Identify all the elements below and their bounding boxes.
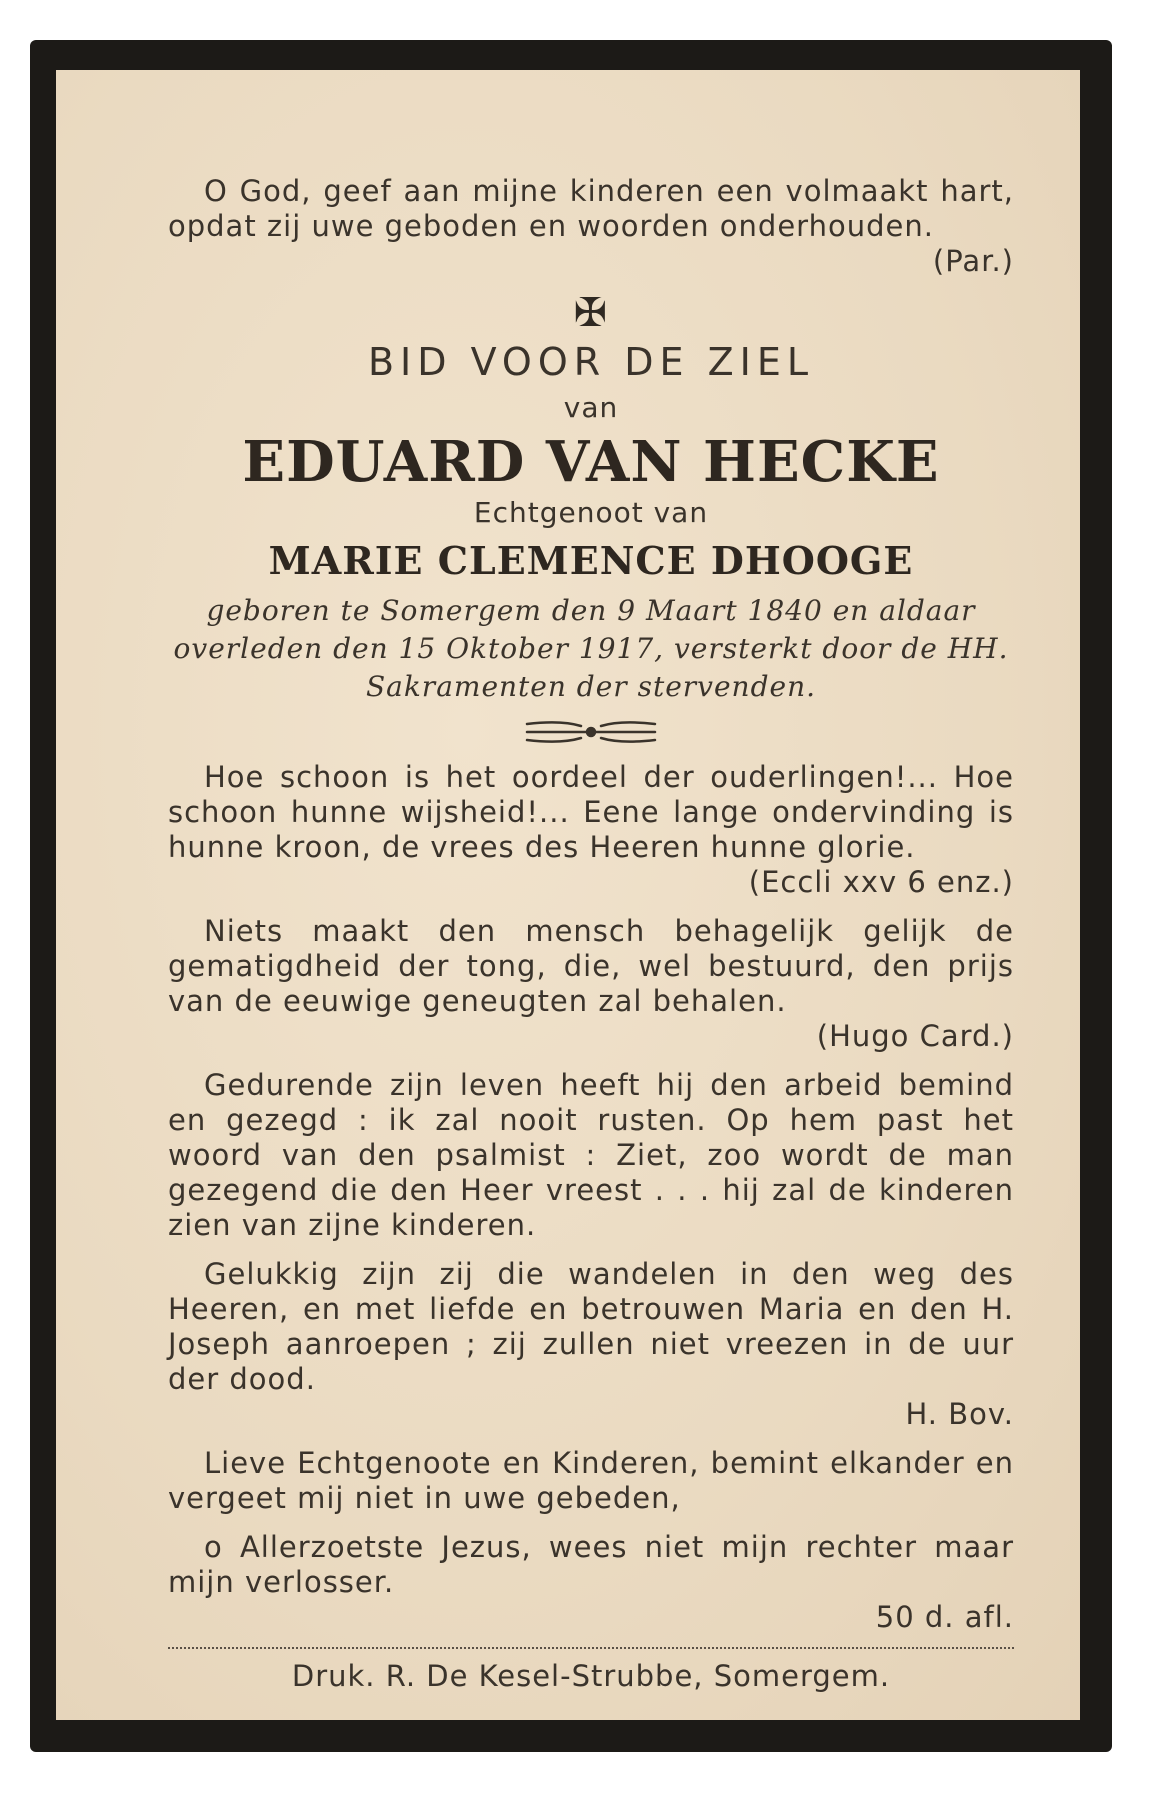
paragraph-1-source: (Eccli xxv 6 enz.): [748, 865, 1014, 899]
indulgence-label: 50 d. afl.: [875, 1600, 1014, 1634]
paragraph-1-text: Hoe schoon is het oordeel der ouderlingen!... Hoe schoon hunne wijsheid!... Eene lange ondervinding is hunne kroon, de vrees des Heeren hunne glorie.: [168, 760, 1014, 864]
paragraph-3: [168, 1068, 1014, 1243]
paragraph-2-source: (Hugo Card.): [816, 1019, 1014, 1053]
opening-prayer: [168, 174, 1014, 279]
relation-label: Echtgenoot van: [473, 496, 709, 529]
paragraph-3-text: Gedurende zijn leven heeft hij den arbeid bemind en gezegd : ik zal nooit rusten. Op hem past het woord van den psalmist : Ziet, zoo wordt de man gezegend die den Heer vreest . . . hij zal de kinderen zien van zijne kinderen.: [168, 1068, 1014, 1242]
paragraph-5-text: Lieve Echtgenoote en Kinderen, bemint elkander en vergeet mij niet in uwe gebeden,: [168, 1446, 1014, 1515]
final-prayer: [168, 1530, 1014, 1635]
pray-heading: BID VOOR DE ZIEL: [367, 340, 814, 384]
biography-text: geboren te Somergem den 9 Maart 1840 en aldaar overleden den 15 Oktober 1917, versterkt door de HH. Sakramenten der stervenden.: [173, 594, 1009, 703]
paragraph-4-text: Gelukkig zijn zij die wandelen in den weg des Heeren, en met liefde en betrouwen Maria en den H. Joseph aanroepen ; zij zullen niet vreezen in de uur der dood.: [168, 1257, 1014, 1396]
opening-prayer-text: O God, geef aan mijne kinderen een volmaakt hart, opdat zij uwe geboden en woorden onderhouden.: [168, 174, 1014, 243]
paragraph-4-source: H. Bov.: [905, 1397, 1014, 1431]
card-paper: [56, 70, 1080, 1720]
printer-imprint: Druk. R. De Kesel-Strubbe, Somergem.: [291, 1659, 891, 1693]
paragraph-2-text: Niets maakt den mensch behagelijk gelijk de gematigdheid der tong, die, wel bestuurd, den prijs van de eeuwige geneugten zal behalen.: [168, 914, 1014, 1018]
card-content: [168, 174, 1014, 1694]
van-label: van: [563, 391, 619, 424]
cross-icon: ✠: [573, 290, 609, 336]
final-prayer-text: o Allerzoetste Jezus, wees niet mijn rechter maar mijn verlosser.: [168, 1530, 1014, 1599]
spouse-name: MARIE CLEMENCE DHOOGE: [268, 538, 914, 583]
deceased-name: EDUARD VAN HECKE: [242, 429, 940, 495]
paragraph-5: [168, 1446, 1014, 1516]
memorial-card: [30, 40, 1112, 1752]
opening-prayer-source: (Par.): [932, 244, 1014, 278]
divider-ornament-icon: [521, 716, 661, 748]
paragraph-1: [168, 760, 1014, 900]
dotted-divider: [168, 1647, 1014, 1649]
paragraph-4: [168, 1257, 1014, 1432]
paragraph-2: [168, 914, 1014, 1054]
